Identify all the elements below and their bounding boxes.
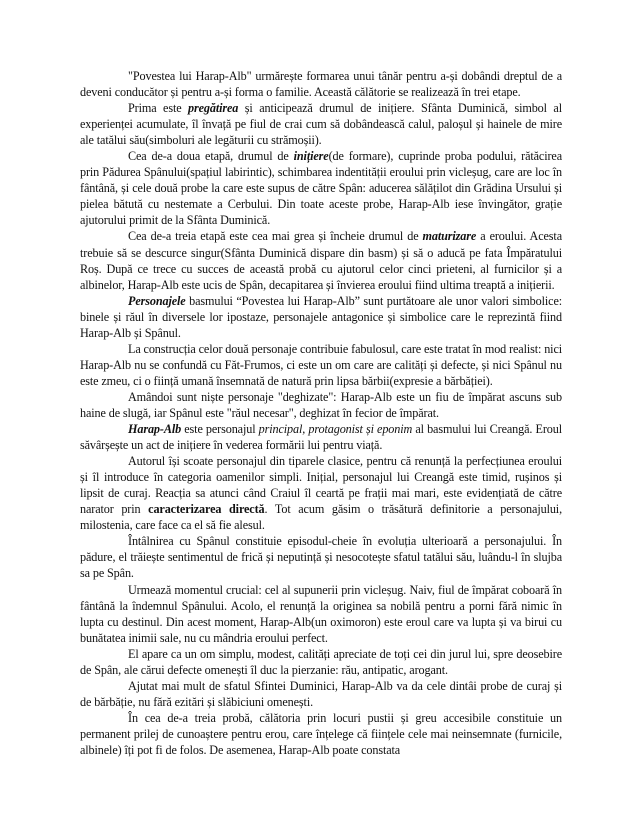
text-run: (de formare), cuprinde proba podului, rătăcirea prin Pădurea Spânului(spațiul labirintic), schimbarea indentității eroului prin vicleșug, care are loc în fântână, și cele două probe la care este supus de către Spân: aducerea sălățilot din Grădina Ursului și pielea bătută cu nestemate a Cerbului. Din toate aceste probe, Harap-Alb iese învingător, grație ajutorului primit de la Sfânta Duminică. (80, 149, 562, 228)
paragraph (80, 100, 562, 148)
text-run: este personajul (181, 422, 259, 437)
bold-italic-run (294, 149, 329, 163)
paragraph (80, 533, 562, 581)
text-run: basmului “Povestea lui Harap-Alb” sunt purtătoare ale unor valori simbolice: binele și răul în diversele lor ipostaze, personajele antagonice și simbolice care le reprezintă fiind Harap-Alb și Spânul. (80, 293, 562, 340)
italic-run: principal, protagonist și eponim (258, 422, 413, 437)
bold-italic-run (128, 294, 186, 308)
text-run: Autorul își scoate personajul din tiparele clasice, pentru că renunță la perfecțiunea eroului și îl introduce în categoria oamenilor simpli. Inițial, personajul lui Creangă este timid, rușinos și lipsit de curaj. Reacția sa atunci când Craiul îl ceartă pe frații mai mari, este evidențiată de către narator prin (80, 454, 562, 517)
text-run: Prima este (128, 101, 189, 116)
text-run: La construcția celor două personaje contribuie fabulosul, care este tratat în mod realist: nici Harap-Alb nu se confundă cu Făt-Frumos, ci este un om care are calități și defecte, și nici Spânul nu este zmeu, ci o ființă umană însemnată de natură prin lipsa bărbii(expresie a bărbăției). (80, 341, 562, 388)
bold-italic-run (423, 229, 477, 243)
paragraph (80, 421, 562, 453)
text-run: . Tot acum găsim o trăsătură definitorie a personajului, milostenia, care face ca el să fie alesul. (80, 502, 562, 533)
document-page (80, 68, 562, 758)
text-run: a eroului. Acesta trebuie să se descurce singur(Sfânta Duminică dispare din basm) și să o aducă pe fata Împăratului Roș. După ce trece cu succes de această probă cu ajutorul celor cinci prieteni, al furnicilor și a albinelor, Harap-Alb este ucis de Spân, decapitarea și învierea eroului fiind ultima treaptă a inițierii. (80, 229, 562, 292)
text-run: Amândoi sunt niște personaje "deghizate": Harap-Alb este un fiu de împărat ascuns sub haine de slugă, iar Spânul este "răul necesar", deghizat în fecior de împărat. (80, 389, 562, 420)
text-run: al basmului lui Creangă. Eroul săvârșește un act de inițiere în vederea formării lui pentru viață. (80, 422, 562, 453)
bold-run: caracterizarea directă (148, 502, 265, 517)
emphasis-text: Harap-Alb (128, 422, 182, 437)
paragraph (80, 148, 562, 228)
text-run: Ajutat mai mult de sfatul Sfintei Duminici, Harap-Alb va da cele dintâi probe de curaj și de bărbăție, nu fără ezitări și slăbiciuni omenești. (80, 678, 562, 709)
text-run: Cea de-a doua etapă, drumul de (128, 149, 294, 164)
paragraph (80, 228, 562, 292)
text-run: "Povestea lui Harap-Alb" urmărește formarea unui tânăr pentru a-și dobândi dreptul de a deveni conducător și pentru a-și forma o familie. Această călătorie se realizează în trei etape. (80, 69, 562, 100)
emphasis-text: Personajele (128, 293, 186, 308)
paragraph (80, 341, 562, 389)
paragraph (80, 710, 562, 758)
paragraph (80, 293, 562, 341)
emphasis-text: maturizare (422, 229, 477, 244)
emphasis-text: pregătirea (188, 101, 239, 116)
paragraph (80, 453, 562, 533)
text-run: și anticipează drumul de inițiere. Sfânta Duminică, simbol al experienței acumulate, îl învață pe fiul de crai cum să dobândească calul, paloșul și hainele de mire ale tatălui său(simboluri ale legăturii cu strămoșii). (80, 101, 562, 148)
paragraph (80, 678, 562, 710)
text-run: Urmează momentul crucial: cel al supunerii prin vicleșug. Naiv, fiul de împărat coboară în fântână la îndemnul Spânului. Acolo, el renunță la originea sa nobilă pentru a porni fără nimic în lupta cu destinul. Din acest moment, Harap-Alb(un oximoron) este eroul care va lupta și va birui cu bunătatea inimii sale, nu cu mândria eroului perfect. (80, 582, 562, 645)
emphasis-text: inițiere (293, 149, 329, 164)
text-run: El apare ca un om simplu, modest, calități apreciate de toți cei din jurul lui, spre deosebire de Spân, ale cărui defecte omenești îl duc la pierzanie: rău, antipatic, arogant. (80, 646, 562, 677)
text-run: Întâlnirea cu Spânul constituie episodul-cheie în evoluția ulterioară a personajului. În pădure, el trăiește sentimentul de frică și neputință și nesocotește sfatul tatălui său, luându-l în slujba sa pe Spân. (80, 534, 562, 581)
bold-italic-run (188, 101, 238, 115)
paragraph (80, 389, 562, 421)
text-run: Cea de-a treia etapă este cea mai grea și încheie drumul de (128, 229, 423, 244)
paragraph (80, 68, 562, 100)
text-run: În cea de-a treia probă, călătoria prin locuri pustii și greu accesibile constituie un permanent prilej de cunoaștere pentru erou, care înțelege că ființele cele mai neinsemnate (furnicile, albinele) îți pot fi de folos. De asemenea, Harap-Alb poate constata (80, 710, 562, 757)
bold-italic-run (128, 422, 181, 436)
paragraph (80, 582, 562, 646)
paragraph (80, 646, 562, 678)
